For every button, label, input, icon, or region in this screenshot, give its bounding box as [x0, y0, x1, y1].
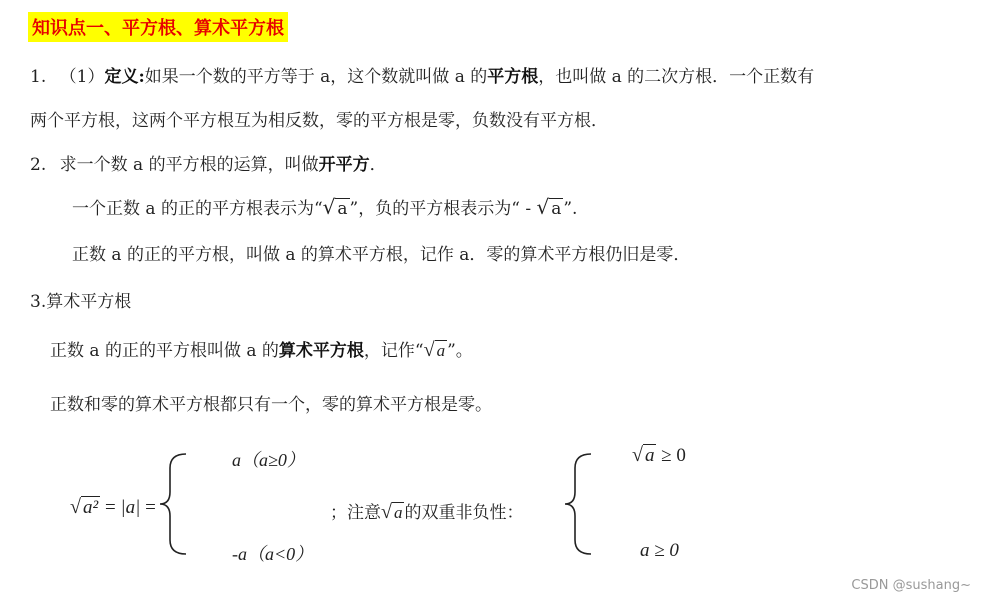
sqrt-symbol: √ a² — [70, 496, 99, 518]
sqrt-radicand: a — [436, 341, 446, 360]
relation: ≥ 0 — [661, 445, 686, 466]
note-text-a: ；注意 — [330, 503, 381, 523]
item-number: 1. — [30, 67, 47, 87]
arith-root-text-c: ”。 — [447, 341, 473, 361]
page-title: 知识点一、平方根、算术平方根 — [28, 12, 288, 42]
sqrt-symbol: √ a — [536, 195, 562, 219]
note-text-b: 的双重非负性： — [404, 503, 524, 523]
case-nonnegative: a（a≥0） — [232, 450, 305, 470]
case-negative: -a（a<0） — [232, 544, 314, 564]
paragraph-3-line-1 — [50, 336, 473, 362]
paragraph-2-text-a: 求一个数 a 的平方根的运算，叫做 — [59, 155, 319, 175]
sqrt-symbol: √ a — [322, 195, 348, 219]
paragraph-1-line-1 — [30, 62, 814, 87]
definition-text-a: 如果一个数的平方等于 a，这个数就叫做 a 的 — [144, 67, 488, 87]
sqrt-symbol: √ a — [381, 501, 403, 523]
formula-lhs — [70, 496, 156, 519]
paragraph-3-line-2: 正数和零的算术平方根都只有一个，零的算术平方根是零。 — [50, 395, 492, 415]
sqrt-radicand: a — [393, 503, 403, 522]
definition-label: 定义: — [104, 67, 145, 87]
notation-text-a: 一个正数 a 的正的平方根表示为“ — [72, 199, 323, 219]
paragraph-2-line-1 — [30, 150, 387, 175]
sqrt-radicand: a — [337, 199, 348, 219]
watermark: CSDN @sushang~ — [851, 578, 971, 593]
item-number: 2. — [30, 155, 47, 175]
sqrt-symbol: √ a — [632, 444, 655, 466]
term-square-root: 平方根 — [487, 67, 539, 87]
left-brace-icon — [563, 452, 593, 556]
notation-text-c: ”. — [563, 199, 578, 219]
nonnegativity-note — [330, 498, 523, 524]
left-brace-icon — [158, 452, 188, 556]
arith-root-text-a: 正数 a 的正的平方根叫做 a 的 — [50, 341, 279, 361]
section-3-heading: 3.算术平方根 — [30, 292, 132, 312]
arith-root-text-b: ，记作“ — [363, 341, 424, 361]
condition-sqrt-nonnegative — [632, 444, 686, 467]
paragraph-2-line-3: 正数 a 的正的平方根，叫做 a 的算术平方根，记作 a．零的算术平方根仍旧是零． — [72, 245, 691, 265]
paragraph-1-line-2: 两个平方根，这两个平方根互为相反数，零的平方根是零，负数没有平方根． — [30, 111, 608, 131]
definition-text-b: ，也叫做 a 的二次方根．一个正数有 — [538, 67, 815, 87]
paragraph-2-text-b: ． — [369, 155, 387, 175]
term-arithmetic-square-root: 算术平方根 — [278, 341, 364, 361]
equals-sign: = — [104, 497, 116, 518]
notation-text-b: ”，负的平方根表示为“ - — [349, 199, 537, 219]
sqrt-radicand: a² — [82, 497, 99, 518]
sub-number: （1） — [59, 67, 105, 87]
condition-a-nonnegative: a ≥ 0 — [640, 540, 679, 561]
absolute-value: |a| — [120, 497, 141, 518]
sqrt-symbol: √ a — [423, 339, 446, 361]
term-extract-root: 开平方 — [318, 155, 370, 175]
equals-sign: = — [145, 497, 156, 518]
paragraph-2-line-2 — [72, 194, 577, 219]
sqrt-radicand: a — [644, 445, 655, 466]
sqrt-radicand: a — [551, 199, 562, 219]
